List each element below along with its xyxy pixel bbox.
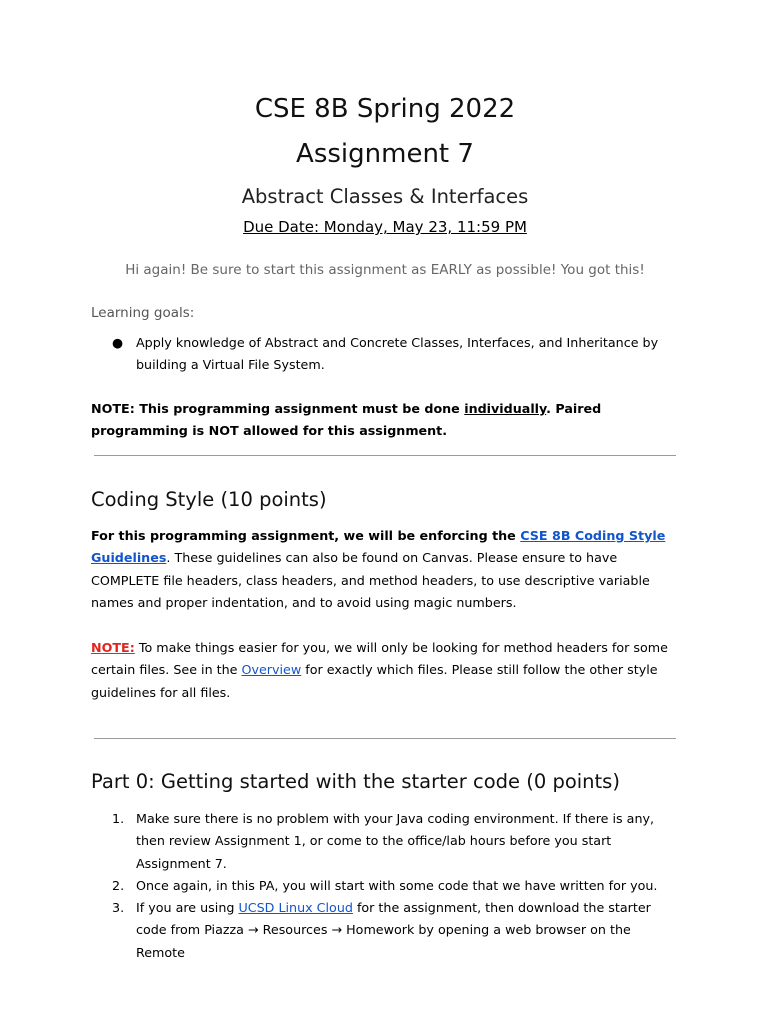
coding-style-lead: For this programming assignment, we will be enforcing the <box>91 528 521 543</box>
note-label: NOTE: <box>91 640 135 655</box>
list-item <box>91 897 681 964</box>
step-text: If you are using <box>136 900 239 916</box>
note-body-end: for exactly which files. Please still follow the other style guidelines for all files. <box>91 662 658 700</box>
coding-style-guidelines-link[interactable]: CSE 8B Coding Style Guidelines <box>91 528 666 566</box>
assignment-title: Assignment 7 <box>296 139 474 169</box>
due-date-text: Due Date: Monday, May 23, 11:59 PM <box>243 218 527 236</box>
ucsd-linux-cloud-link[interactable]: UCSD Linux Cloud <box>238 900 353 916</box>
note-text-end: . Paired programming is NOT allowed for this assignment. <box>91 401 602 438</box>
divider <box>94 738 676 739</box>
intro-text: Hi again! Be sure to start this assignment as EARLY as possible! You got this! <box>125 262 645 278</box>
list-item <box>112 332 672 376</box>
note-text: NOTE: This programming assignment must be done <box>91 401 465 416</box>
step-number: 3. <box>112 900 125 916</box>
list-item <box>91 808 681 875</box>
coding-style-heading: Coding Style (10 points) <box>91 488 327 511</box>
coding-style-note <box>91 637 681 704</box>
overview-link[interactable]: Overview <box>241 662 302 678</box>
learning-goals-heading: Learning goals: <box>91 305 195 321</box>
part0-heading: Part 0: Getting started with the starter code (0 points) <box>91 770 620 793</box>
divider <box>94 455 676 456</box>
step-text-end: for the assignment, then download the starter code from Piazza → Resources → Homework by opening a web browser on the Remote <box>136 900 651 960</box>
coding-style-paragraph <box>91 525 681 614</box>
assignment-subtitle: Abstract Classes & Interfaces <box>241 185 529 208</box>
step-text: Once again, in this PA, you will start with some code that we have written for you. <box>136 877 658 893</box>
bullet-icon: ● <box>112 335 124 350</box>
coding-style-text: . These guidelines can also be found on Canvas. Please ensure to have COMPLETE file headers, class headers, and method headers, to use descriptive variable names and proper indentation, and to avoid using magic numbers. <box>91 550 650 610</box>
individual-note <box>91 398 681 442</box>
step-text: Make sure there is no problem with your Java coding environment. If there is any, then review Assignment 1, or come to the office/lab hours before you start Assignment 7. <box>136 811 655 871</box>
due-date <box>0 218 770 236</box>
learning-goals-list <box>112 332 672 376</box>
course-title: CSE 8B Spring 2022 <box>254 94 516 124</box>
note-emphasis: individually <box>464 401 547 416</box>
part0-steps <box>91 808 681 964</box>
note-body: To make things easier for you, we will only be looking for method headers for some certain files. See in the <box>91 640 668 678</box>
step-number: 1. <box>112 811 125 826</box>
step-number: 2. <box>112 877 125 893</box>
list-item <box>91 875 681 897</box>
list-item-text: Apply knowledge of Abstract and Concrete Classes, Interfaces, and Inheritance by building a Virtual File System. <box>136 335 659 372</box>
